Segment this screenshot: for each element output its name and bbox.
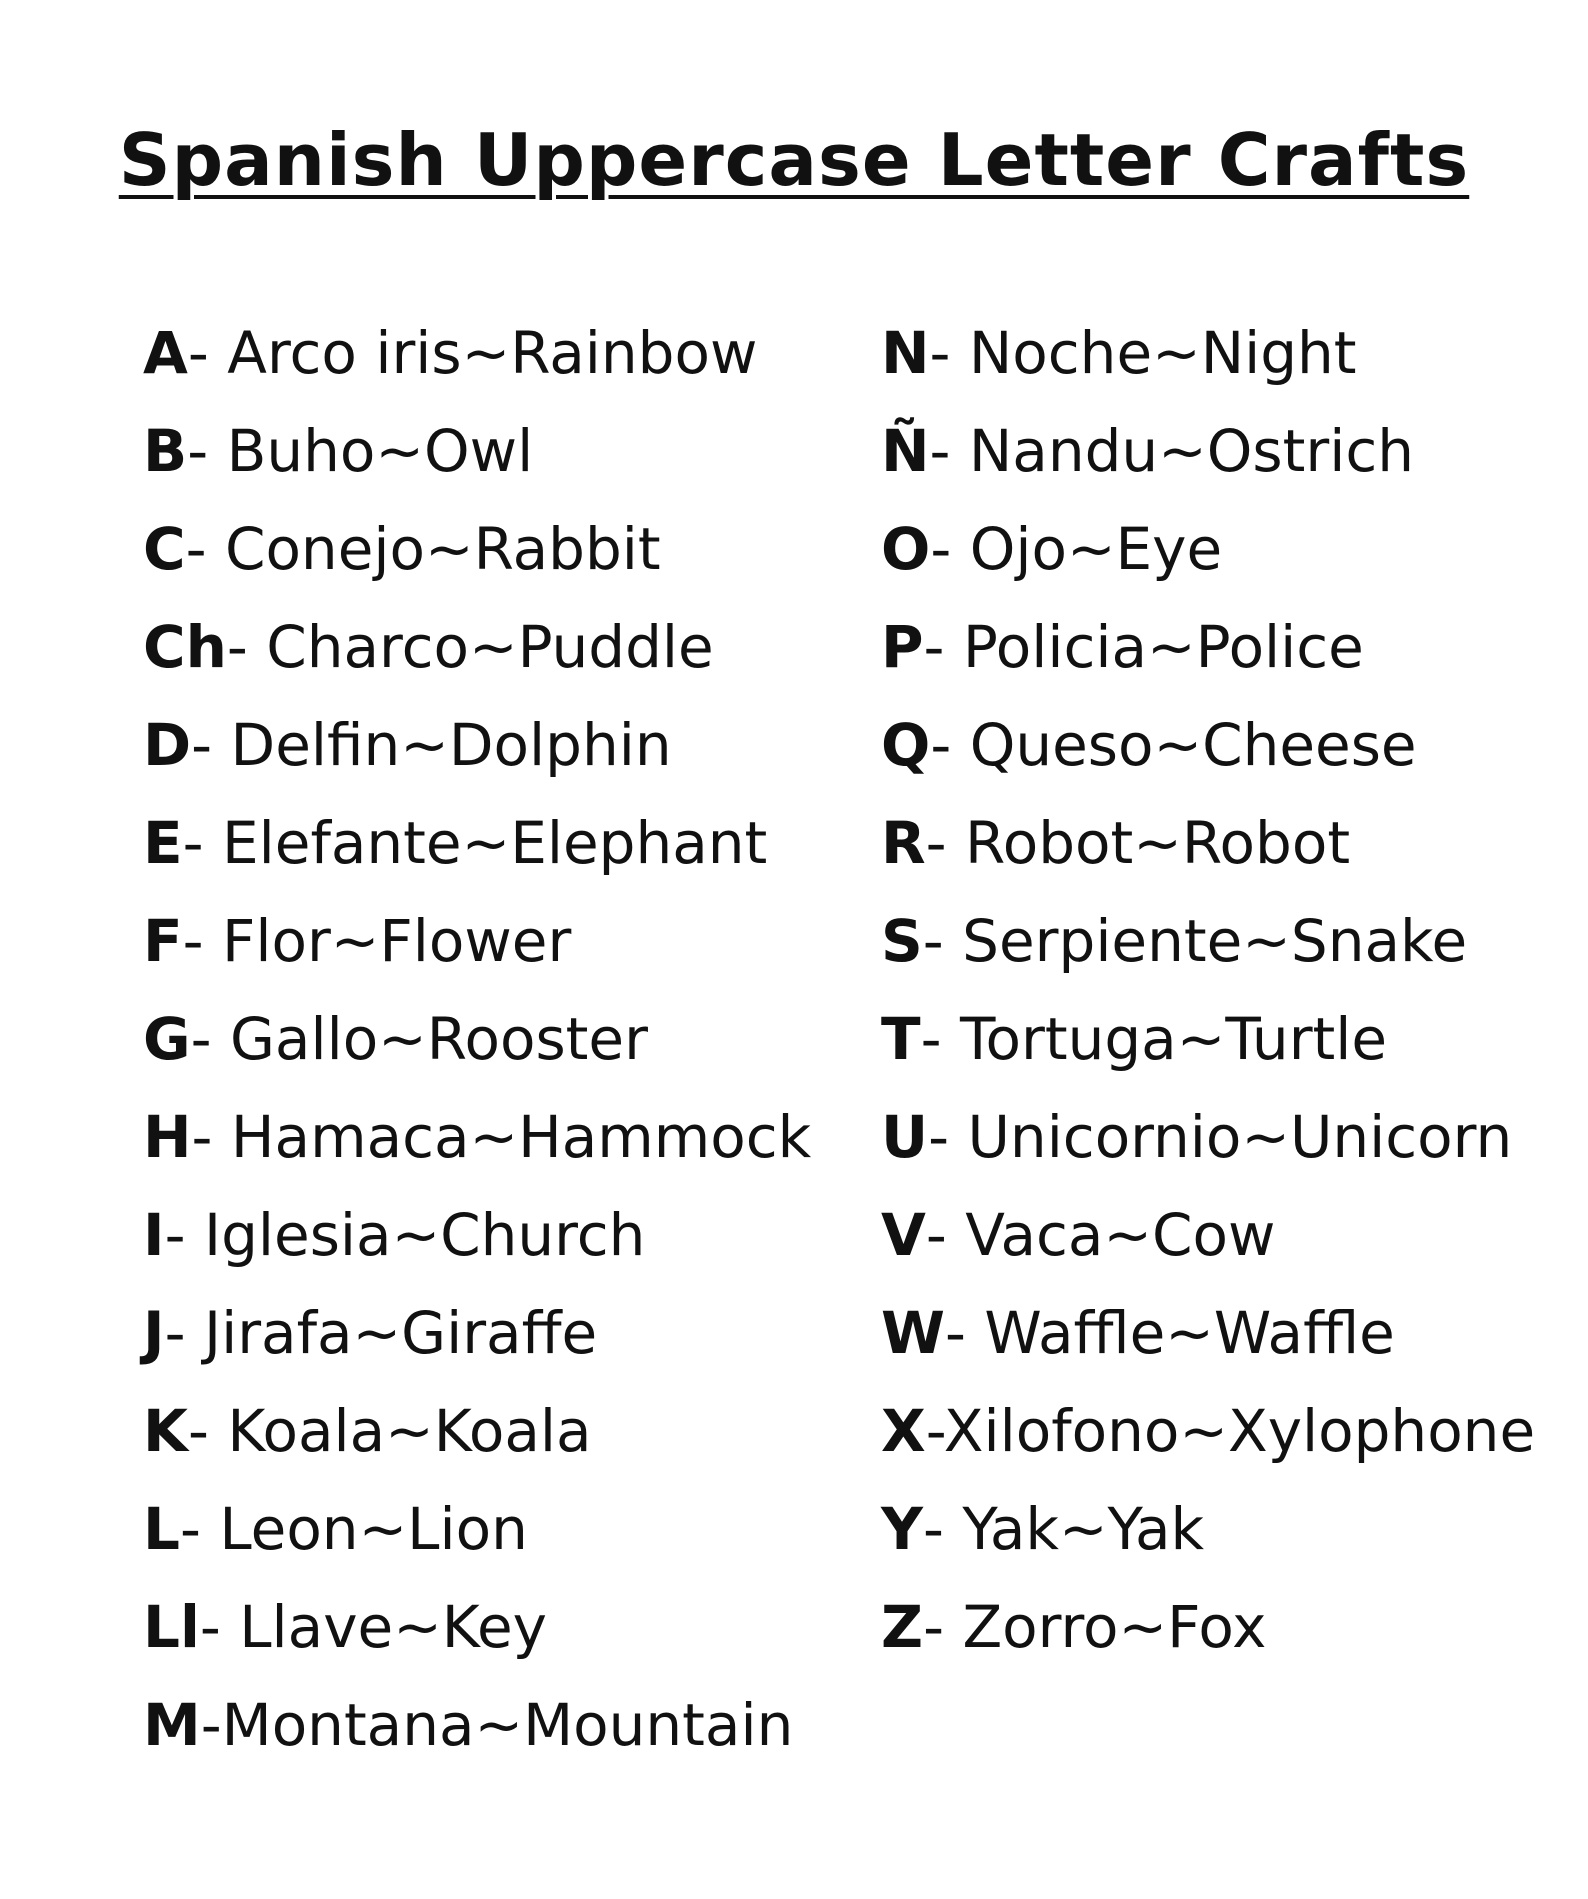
right-letter-column	[881, 318, 1535, 1690]
entry-word: Delfin~Dolphin	[230, 711, 672, 779]
entry-letter: O	[881, 515, 931, 583]
entry-word: Policia~Police	[962, 613, 1364, 681]
entry-separator: -	[200, 1691, 222, 1759]
entry-separator: -	[923, 1495, 963, 1563]
page-title: Spanish Uppercase Letter Crafts	[118, 118, 1470, 202]
entry-word: Queso~Cheese	[969, 711, 1417, 779]
entry-separator: -	[925, 1397, 944, 1465]
entry-separator: -	[191, 1103, 231, 1171]
letter-entry	[881, 906, 1535, 1004]
entry-separator: -	[944, 1299, 985, 1367]
entry-word: Hamaca~Hammock	[230, 1103, 812, 1171]
entry-separator: -	[923, 1593, 963, 1661]
entry-word: Leon~Lion	[219, 1495, 528, 1563]
letter-entry	[881, 710, 1535, 808]
entry-letter: K	[143, 1397, 188, 1465]
entry-separator: -	[930, 515, 970, 583]
entry-letter: Ll	[143, 1593, 200, 1661]
letter-entry	[143, 808, 811, 906]
entry-separator: -	[199, 1593, 240, 1661]
entry-letter: Y	[881, 1495, 923, 1563]
entry-separator: -	[925, 1201, 966, 1269]
entry-separator: -	[182, 809, 222, 877]
entry-letter: F	[143, 907, 183, 975]
entry-separator: -	[925, 809, 966, 877]
entry-letter: T	[881, 1005, 921, 1073]
entry-separator: -	[226, 613, 267, 681]
letter-entry	[143, 906, 811, 1004]
entry-separator: -	[930, 711, 970, 779]
entry-letter: Ñ	[881, 417, 930, 485]
entry-letter: N	[881, 319, 930, 387]
letter-entry	[881, 1102, 1535, 1200]
entry-separator: -	[187, 319, 228, 387]
entry-letter: Q	[881, 711, 931, 779]
entry-word: Robot~Robot	[965, 809, 1351, 877]
entry-letter: I	[143, 1201, 165, 1269]
entry-letter: C	[143, 515, 186, 583]
letter-entry	[143, 1592, 811, 1690]
letter-entry	[143, 1396, 811, 1494]
entry-letter: U	[881, 1103, 929, 1171]
letter-entry	[881, 1004, 1535, 1102]
entry-word: Llave~Key	[239, 1593, 547, 1661]
entry-letter: Ch	[143, 613, 227, 681]
entry-word: Elefante~Elephant	[222, 809, 768, 877]
entry-separator: -	[929, 319, 969, 387]
entry-letter: G	[143, 1005, 191, 1073]
entry-word: Flor~Flower	[222, 907, 572, 975]
entry-separator: -	[929, 417, 969, 485]
entry-letter: B	[143, 417, 188, 485]
entry-word: Zorro~Fox	[962, 1593, 1267, 1661]
entry-separator: -	[182, 907, 222, 975]
entry-word: Waffle~Waffle	[984, 1299, 1395, 1367]
letter-entry	[881, 1298, 1535, 1396]
entry-word: Ojo~Eye	[969, 515, 1223, 583]
entry-letter: A	[143, 319, 188, 387]
entry-letter: S	[881, 907, 923, 975]
entry-separator: -	[187, 417, 227, 485]
letter-entry	[881, 808, 1535, 906]
entry-separator: -	[187, 1397, 228, 1465]
letter-entry	[881, 1396, 1535, 1494]
entry-word: Serpiente~Snake	[962, 907, 1468, 975]
entry-separator: -	[191, 711, 231, 779]
entry-separator: -	[190, 1005, 230, 1073]
letter-entry	[881, 416, 1535, 514]
entry-separator: -	[164, 1201, 204, 1269]
letter-entry	[143, 1004, 811, 1102]
entry-word: Gallo~Rooster	[229, 1005, 648, 1073]
letter-entry	[881, 1592, 1535, 1690]
entry-separator: -	[179, 1495, 220, 1563]
entry-word: Xilofono~Xylophone	[943, 1397, 1536, 1465]
entry-word: Charco~Puddle	[266, 613, 714, 681]
entry-letter: W	[881, 1299, 945, 1367]
entry-word: Buho~Owl	[226, 417, 534, 485]
entry-word: Yak~Yak	[962, 1495, 1205, 1563]
entry-letter: L	[143, 1495, 180, 1563]
entry-letter: R	[881, 809, 926, 877]
letter-entry	[143, 318, 811, 416]
entry-word: Vaca~Cow	[965, 1201, 1276, 1269]
letter-entry	[143, 1494, 811, 1592]
entry-separator: -	[164, 1299, 204, 1367]
entry-letter: V	[881, 1201, 926, 1269]
entry-separator: -	[185, 515, 225, 583]
entry-separator: -	[920, 1005, 960, 1073]
letter-entry	[881, 318, 1535, 416]
letter-entry	[881, 612, 1535, 710]
letter-entry	[143, 514, 811, 612]
entry-word: Noche~Night	[968, 319, 1357, 387]
letter-entry	[143, 416, 811, 514]
entry-word: Tortuga~Turtle	[959, 1005, 1388, 1073]
letter-entry	[143, 1102, 811, 1200]
entry-word: Iglesia~Church	[203, 1201, 646, 1269]
letter-entry	[881, 514, 1535, 612]
letter-entry	[143, 1298, 811, 1396]
entry-separator: -	[922, 907, 963, 975]
letter-entry	[143, 1690, 811, 1788]
entry-letter: X	[881, 1397, 926, 1465]
letter-entry	[143, 612, 811, 710]
entry-letter: E	[143, 809, 183, 877]
entry-letter: Z	[881, 1593, 924, 1661]
entry-letter: M	[143, 1691, 201, 1759]
letter-entry	[881, 1494, 1535, 1592]
left-letter-column	[143, 318, 811, 1788]
entry-word: Montana~Mountain	[221, 1691, 794, 1759]
entry-letter: P	[881, 613, 924, 681]
entry-letter: D	[143, 711, 192, 779]
entry-word: Koala~Koala	[227, 1397, 592, 1465]
letter-entry	[143, 1200, 811, 1298]
entry-word: Conejo~Rabbit	[224, 515, 661, 583]
entry-word: Jirafa~Giraffe	[203, 1299, 598, 1367]
entry-separator: -	[928, 1103, 968, 1171]
letter-entry	[143, 710, 811, 808]
letter-entry	[881, 1200, 1535, 1298]
entry-letter: J	[143, 1299, 165, 1367]
entry-separator: -	[923, 613, 963, 681]
entry-letter: H	[143, 1103, 192, 1171]
entry-word: Unicornio~Unicorn	[967, 1103, 1513, 1171]
entry-word: Arco iris~Rainbow	[227, 319, 758, 387]
entry-word: Nandu~Ostrich	[968, 417, 1415, 485]
